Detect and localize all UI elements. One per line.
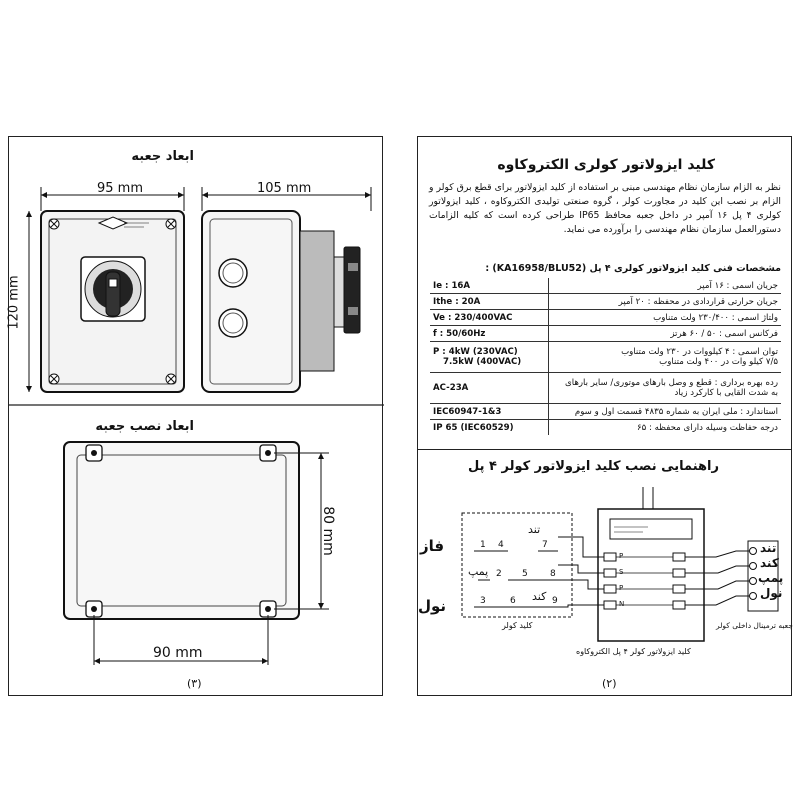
terminal-number: 9	[552, 596, 558, 606]
spec-key-line: 7.5kW (400VAC)	[443, 357, 522, 367]
intro-paragraph: نظر به الزام سازمان نظام مهندسی مبنی بر استفاده از کلید ایزولاتور برای قطع برق کولر و الزام بر نصب این کلید در مجاورت کولر ، گروه صنعتی تولیدی الکتروکاوه ، کلید ایزولاتور کولری ۴ پل ۱۶ آمپر در داخل جعبه محافظ IP65 طراحی کرده است که کلیه الزامات دستورالعمل سازمان نظام مهندسی را برآورده می نماید.	[429, 182, 781, 235]
pin-label: S	[619, 568, 624, 576]
page-title: کلید ایزولاتور کولری الکتروکاوه	[497, 157, 715, 173]
spec-value: جریان حرارتی قراردادی در محفظه : ۲۰ آمپر	[549, 294, 782, 310]
pump-label: پمپ	[468, 565, 489, 578]
isolator-caption: کلید ایزولاتور کولر ۴ پل الکتروکاوه	[576, 647, 691, 656]
spec-value-line: توان اسمی : ۴ کیلووات در ۲۳۰ ولت متناوب	[621, 347, 778, 357]
depth-label: 105 mm	[257, 181, 312, 196]
mount-width-label: 90 mm	[153, 645, 203, 661]
height-label: 120 mm	[6, 275, 22, 330]
spec-value: درجه حفاظت وسیله دارای محفظه : ۶۵	[636, 422, 778, 433]
terminal-label-neutral: نول	[760, 586, 783, 600]
phase-label: فاز	[420, 537, 445, 555]
slow-label: کند	[532, 590, 547, 603]
cooler-key-caption: کلید کولر	[502, 621, 533, 630]
terminal-number: 6	[510, 596, 516, 606]
terminal-number: 1	[480, 540, 486, 550]
spec-key: Ithe : 20A	[430, 294, 549, 310]
pin-label: N	[619, 600, 625, 608]
page-number: (۲)	[602, 677, 617, 690]
spec-key-line: P : 4kW (230VAC)	[433, 347, 518, 357]
terminal-box-caption: جعبه ترمینال داخلی کولر	[716, 621, 793, 630]
fast-label: تند	[528, 523, 541, 536]
spec-value-line: به شدت القایی با کارکرد زیاد	[674, 388, 778, 398]
pin-label: P	[619, 552, 624, 560]
spec-key: Ve : 230/400VAC	[430, 310, 549, 326]
guide-title: راهنمایی نصب کلید ایزولاتور کولر ۴ پل	[468, 459, 719, 474]
spec-value: جریان اسمی : ۱۶ آمپر	[549, 278, 782, 294]
pin-label: P	[619, 584, 624, 592]
terminal-number: 7	[542, 540, 548, 550]
width-label: 95 mm	[97, 181, 144, 196]
mounting-title: ابعاد نصب جعبه	[95, 419, 194, 434]
spec-value-line: ۷/۵ کیلو وات در ۴۰۰ ولت متناوب	[659, 357, 778, 367]
page-number: (۳)	[187, 677, 202, 690]
terminal-number: 5	[522, 569, 528, 579]
spec-value: استاندارد : ملی ایران به شماره ۴۸۳۵ قسمت اول و سوم	[549, 404, 782, 420]
box-dimension-drawing	[6, 137, 384, 697]
terminal-label-fast: تند	[760, 541, 777, 555]
spec-value: ولتاژ اسمی : ۲۳۰/۴۰۰ ولت متناوب	[549, 310, 782, 326]
wiring-diagram	[418, 137, 793, 697]
spec-key: IEC60947-1&3	[430, 404, 549, 420]
neutral-label: نول	[418, 597, 447, 615]
spec-value: فرکانس اسمی : ۵۰ / ۶۰ هرتز	[549, 326, 782, 342]
spec-value-line: رده بهره برداری : قطع و وصل بارهای موتوری/ سایر بارهای	[564, 378, 778, 388]
terminal-number: 8	[550, 569, 556, 579]
spec-key: IP 65 (IEC60529)	[430, 420, 549, 436]
mount-height-label: 80 mm	[319, 506, 336, 556]
box-dimensions-title: ابعاد جعبه	[131, 149, 194, 164]
spec-title: مشخصات فنی کلید ایزولاتور کولری ۴ پل (KA16958/BLU52) :	[485, 263, 781, 274]
spec-key: f : 50/60Hz	[430, 326, 549, 342]
left-page	[8, 136, 383, 696]
terminal-label-pump: پمپ	[758, 571, 784, 585]
terminal-number: 2	[496, 569, 502, 579]
right-page	[417, 136, 792, 696]
spec-key: AC-23A	[430, 373, 549, 404]
terminal-label-slow: کند	[760, 556, 779, 570]
terminal-number: 4	[498, 540, 504, 550]
spec-key: Ie : 16A	[430, 278, 549, 294]
terminal-number: 3	[480, 596, 486, 606]
